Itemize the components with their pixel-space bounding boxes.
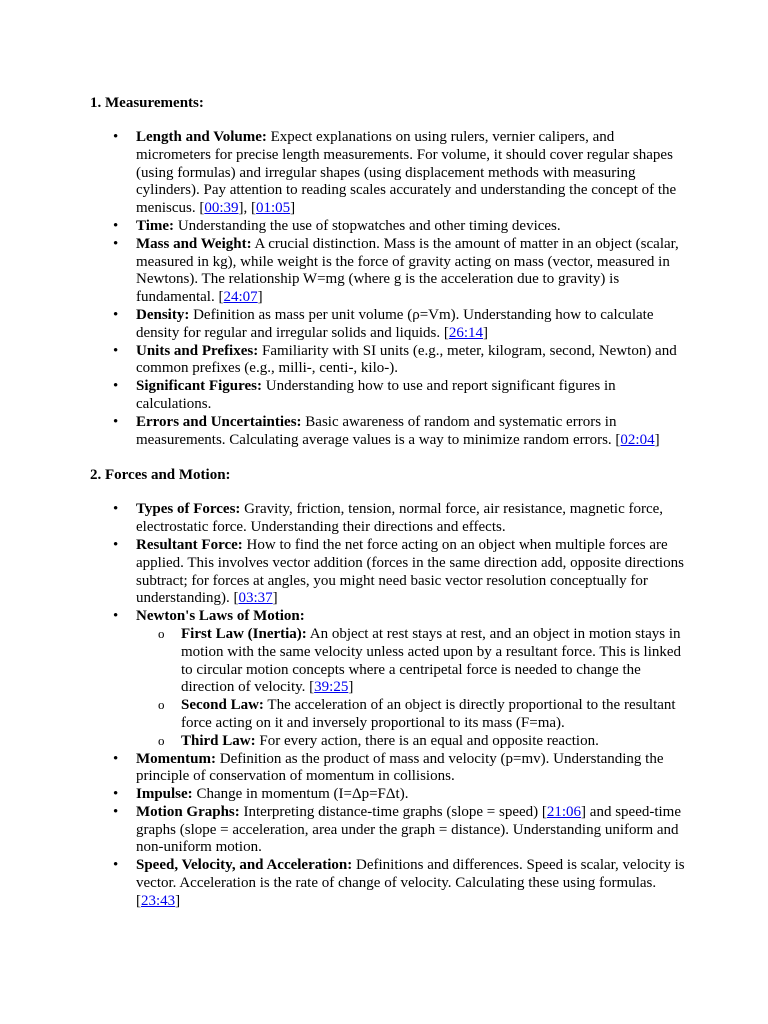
list-item: • Density: Definition as mass per unit volume (ρ=Vm). Understanding how to calculate density for regular and irregular solids and liquids. [26:14] xyxy=(136,307,690,343)
document-page xyxy=(90,93,690,911)
item-label: Resultant Force: xyxy=(136,536,243,553)
item-label: Speed, Velocity, and Acceleration: xyxy=(136,857,353,874)
list-item: • Significant Figures: Understanding how to use and report significant figures in calculations. xyxy=(136,378,690,414)
timestamp-link[interactable]: 24:07 xyxy=(223,289,258,306)
forces-motion-list xyxy=(90,501,690,910)
timestamp-link[interactable]: 03:37 xyxy=(238,590,273,607)
timestamp-link[interactable]: 21:06 xyxy=(546,803,582,820)
item-label: Motion Graphs: xyxy=(136,803,240,820)
list-item: • Resultant Force: How to find the net force acting on an object when multiple forces are applied. This involves vector addition (forces in the same direction add, opposite directions subtract; for forces at angles, you might need basic vector resolution conceptually for understanding). [03:37] xyxy=(136,537,690,608)
timestamp-link[interactable]: 23:43 xyxy=(141,892,176,909)
section-heading-measurements: 1. Measurements: xyxy=(90,95,204,111)
item-label: Errors and Uncertainties: xyxy=(136,413,302,430)
item-label: Length and Volume: xyxy=(136,129,267,145)
timestamp-link[interactable]: 00:39 xyxy=(204,200,239,217)
item-label: Impulse: xyxy=(136,786,193,803)
section-heading-forces-and-motion: 2. Forces and Motion: xyxy=(90,467,231,484)
timestamp-link[interactable]: 39:25 xyxy=(314,679,349,696)
list-item: • Types of Forces: Gravity, friction, tension, normal force, air resistance, magnetic force, electrostatic force. Understanding their directions and effects. xyxy=(136,501,690,537)
item-label: Mass and Weight: xyxy=(136,235,252,252)
newtons-laws-sublist xyxy=(136,626,690,751)
list-item: • Motion Graphs: Interpreting distance-time graphs (slope = speed) [21:06] and speed-time graphs (slope = acceleration, area under the graph = distance). Understanding uniform and non-uniform motion. xyxy=(136,804,690,857)
item-label: First Law (Inertia): xyxy=(181,625,307,642)
list-item: • Length and Volume: Expect explanations on using rulers, vernier calipers, and micrometers for precise length measurements. For volume, it should cover regular shapes (using formulas) and irregular shapes (using displacement methods with measuring cylinders). Pay attention to reading scales accurately and understanding the concept of the meniscus. [00:39], [01:05] xyxy=(136,129,690,218)
list-item: • Momentum: Definition as the product of mass and velocity (p=mv). Understanding the principle of conservation of momentum in collisions. xyxy=(136,751,690,787)
list-item: • Time: Understanding the use of stopwatches and other timing devices. xyxy=(136,218,690,236)
item-label: Newton's Laws of Motion: xyxy=(136,608,305,625)
measurements-list xyxy=(90,129,690,449)
list-item xyxy=(136,608,690,750)
item-label: Momentum: xyxy=(136,750,216,767)
list-item: • Errors and Uncertainties: Basic awareness of random and systematic errors in measurements. Calculating average values is a way to minimize random errors. [02:04] xyxy=(136,414,690,450)
item-label: Second Law: xyxy=(181,697,264,714)
list-item: • Speed, Velocity, and Acceleration: Definitions and differences. Speed is scalar, velocity is vector. Acceleration is the rate of change of velocity. Calculating these using formulas. [23:43] xyxy=(136,857,690,910)
item-label: Density: xyxy=(136,306,190,323)
list-item: • Units and Prefixes: Familiarity with SI units (e.g., meter, kilogram, second, Newton) and common prefixes (e.g., milli-, centi-, kilo-). xyxy=(136,343,690,379)
sub-list-item: o Third Law: For every action, there is an equal and opposite reaction. xyxy=(181,733,690,751)
timestamp-link[interactable]: 01:05 xyxy=(256,200,291,217)
timestamp-link[interactable]: 26:14 xyxy=(448,324,484,341)
item-label: Units and Prefixes: xyxy=(136,342,259,359)
list-item: • Impulse: Change in momentum (I=Δp=FΔt). xyxy=(136,786,690,804)
list-item: • Mass and Weight: A crucial distinction. Mass is the amount of matter in an object (scalar, measured in kg), while weight is the force of gravity acting on mass (vector, measured in Newtons). The relationship W=mg (where g is the acceleration due to gravity) is fundamental. [24:07] xyxy=(136,236,690,307)
sub-list-item: o Second Law: The acceleration of an object is directly proportional to the resultant force acting on it and inversely proportional to its mass (F=ma). xyxy=(181,697,690,733)
item-label: Third Law: xyxy=(181,732,256,749)
timestamp-link[interactable]: 02:04 xyxy=(620,431,655,448)
item-label: Types of Forces: xyxy=(136,501,241,518)
item-label: Significant Figures: xyxy=(136,378,262,395)
item-label: Time: xyxy=(136,217,175,234)
sub-list-item: o First Law (Inertia): An object at rest stays at rest, and an object in motion stays in motion with the same velocity unless acted upon by a resultant force. This is linked to circular motion concepts where a centripetal force is needed to change the direction of velocity. [39:25] xyxy=(181,626,690,697)
